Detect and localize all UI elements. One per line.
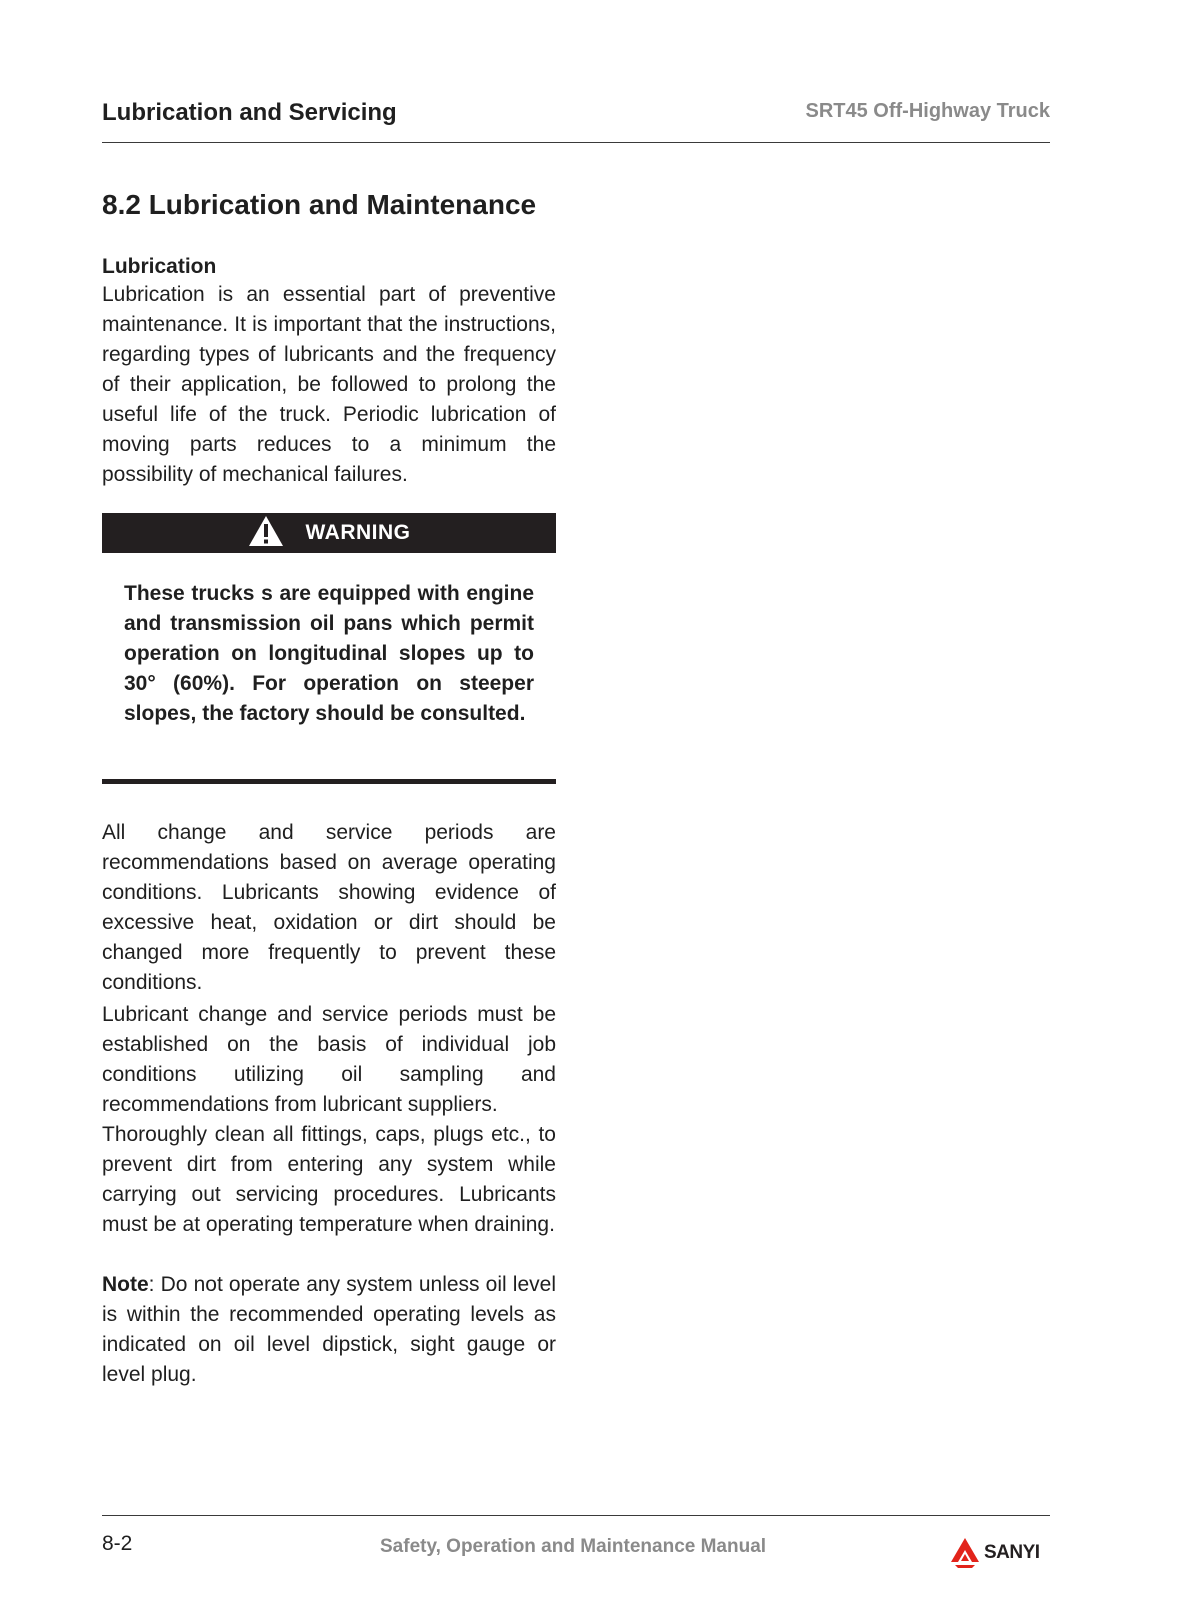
note-label: Note xyxy=(102,1273,149,1296)
service-periods-paragraph: All change and service periods are recommendations based on average operating conditions. Lubricants showing evidence of excessive heat, oxidation or dirt should be changed more frequently to prevent these conditions. xyxy=(102,821,556,994)
cleaning-paragraph: Thoroughly clean all fittings, caps, plugs etc., to prevent dirt from entering any system while carrying out servicing procedures. Lubricants must be at operating temperature when draining. xyxy=(102,1123,556,1236)
warning-triangle-icon xyxy=(248,515,284,547)
sanyi-logo xyxy=(950,1535,1054,1571)
footer-manual-title: Safety, Operation and Maintenance Manual xyxy=(380,1536,767,1557)
footer-divider xyxy=(102,1515,1050,1516)
header-product-name: SRT45 Off-Highway Truck xyxy=(805,100,1050,122)
header-divider xyxy=(102,142,1050,143)
note-paragraph xyxy=(102,1270,556,1390)
header-section-title: Lubrication and Servicing xyxy=(102,99,397,126)
page-number: 8-2 xyxy=(102,1532,133,1555)
warning-text: These trucks s are equipped with engine and transmission oil pans which permit operation on longitudinal slopes up to 30° (60%). For operation on steeper slopes, the factory should be consulted. xyxy=(124,582,534,725)
service-basis-paragraph: Lubricant change and service periods must be established on the basis of individual job conditions utilizing oil sampling and recommendations from lubricant suppliers. xyxy=(102,1003,556,1116)
warning-banner xyxy=(102,513,556,553)
lubrication-paragraph: Lubrication is an essential part of preventive maintenance. It is important that the instructions, regarding types of lubricants and the frequency of their application, be followed to prolong the useful life of the truck. Periodic lubrication of moving parts reduces to a minimum the possibility of mechanical failures. xyxy=(102,283,556,486)
warning-bottom-rule xyxy=(102,779,556,784)
sanyi-logo-mark-icon xyxy=(950,1537,980,1569)
sanyi-logo-text: SANYI xyxy=(984,1542,1040,1563)
warning-label: WARNING xyxy=(305,521,411,544)
note-text: : Do not operate any system unless oil level is within the recommended operating levels as indicated on oil level dipstick, sight gauge or level plug. xyxy=(102,1273,556,1386)
section-title: 8.2 Lubrication and Maintenance xyxy=(102,189,537,220)
lubrication-heading: Lubrication xyxy=(102,255,217,278)
